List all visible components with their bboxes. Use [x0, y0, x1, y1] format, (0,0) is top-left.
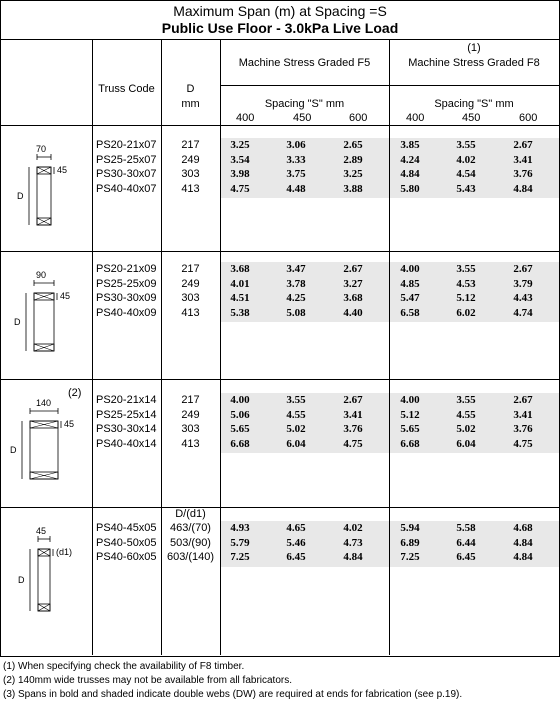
truss-code: PS25-25x07	[96, 154, 157, 166]
span-f5: 2.65	[343, 139, 363, 151]
span-f8: 2.67	[513, 394, 533, 406]
span-f5: 3.47	[286, 263, 306, 275]
depth-value: 603/(140)	[166, 551, 215, 563]
span-f8: 5.65	[400, 423, 420, 435]
span-f8: 4.74	[513, 307, 533, 319]
depth-value: 303	[181, 168, 200, 180]
span-f8: 6.68	[400, 438, 420, 450]
spacing-600-f5: 600	[349, 112, 368, 124]
span-f5: 4.02	[343, 522, 363, 534]
span-f8: 3.55	[456, 139, 476, 151]
f5-header: Machine Stress Graded F5	[238, 57, 371, 69]
span-f5: 2.67	[343, 394, 363, 406]
span-f5: 6.68	[230, 438, 250, 450]
span-f8: 6.89	[400, 537, 420, 549]
span-f5: 4.40	[343, 307, 363, 319]
span-f5: 3.68	[343, 292, 363, 304]
truss-code: PS20-21x14	[96, 394, 157, 406]
span-f8: 3.79	[513, 278, 533, 290]
span-f5: 3.75	[286, 168, 306, 180]
d-d1-header: D/(d1)	[175, 507, 206, 520]
truss-code: PS30-30x09	[96, 292, 157, 304]
span-f5: 3.88	[343, 183, 363, 195]
span-f5: 2.89	[343, 154, 363, 166]
span-f8: 4.00	[400, 394, 420, 406]
span-f8: 2.67	[513, 263, 533, 275]
span-f8: 4.43	[513, 292, 533, 304]
span-f8: 5.80	[400, 183, 420, 195]
f8-note-marker: (1)	[467, 42, 481, 54]
spacing-400-f8: 400	[406, 112, 425, 124]
span-f5: 4.93	[230, 522, 250, 534]
depth-value: 413	[181, 438, 200, 450]
depth-value: 303	[181, 292, 200, 304]
column-rule	[92, 39, 93, 655]
section-top-label: (d1)	[56, 547, 73, 557]
truss-code: PS25-25x09	[96, 278, 157, 290]
span-f8: 5.12	[456, 292, 476, 304]
spacing-400-f5: 400	[236, 112, 255, 124]
span-f5: 3.55	[286, 394, 306, 406]
section-note: (2)	[68, 387, 82, 399]
span-f5: 4.65	[286, 522, 306, 534]
spacing-600-f8: 600	[519, 112, 538, 124]
span-f5: 3.33	[286, 154, 306, 166]
span-f5: 3.25	[343, 168, 363, 180]
truss-code: PS40-60x05	[96, 551, 157, 563]
span-f5: 3.78	[286, 278, 306, 290]
span-f5: 3.25	[230, 139, 250, 151]
truss-code: PS40-40x14	[96, 438, 157, 450]
truss-code: PS40-40x09	[96, 307, 157, 319]
span-f8: 4.84	[513, 183, 533, 195]
span-f8: 6.45	[456, 551, 476, 563]
span-f8: 3.85	[400, 139, 420, 151]
footnote-1: (1) When specifying check the availability of F8 timber.	[3, 661, 245, 672]
span-f8: 6.02	[456, 307, 476, 319]
span-f5: 5.06	[230, 409, 250, 421]
section-width-label: 90	[36, 270, 47, 280]
section-width-label: 140	[36, 398, 52, 408]
mm-header: mm	[181, 98, 200, 110]
span-f5: 4.01	[230, 278, 250, 290]
group-rule	[0, 251, 560, 252]
span-f8: 3.76	[513, 168, 533, 180]
section-depth-label: D	[17, 191, 24, 201]
span-f5: 5.08	[286, 307, 306, 319]
section-top-label: 45	[60, 291, 71, 301]
span-f5: 3.41	[343, 409, 363, 421]
truss-code: PS30-30x07	[96, 168, 157, 180]
footnote-3: (3) Spans in bold and shaded indicate double webs (DW) are required at ends for fabrication (see p.19).	[3, 689, 463, 700]
span-f5: 5.65	[230, 423, 250, 435]
span-f5: 4.73	[343, 537, 363, 549]
f5-spacing-header: Spacing "S" mm	[264, 98, 345, 110]
span-f8: 3.41	[513, 154, 533, 166]
truss-code: PS40-50x05	[96, 537, 157, 549]
section-top-label: 45	[57, 165, 68, 175]
span-f8: 3.55	[456, 394, 476, 406]
group-rule	[0, 379, 560, 380]
span-f8: 2.67	[513, 139, 533, 151]
section-depth-label: D	[14, 317, 21, 327]
span-f5: 7.25	[230, 551, 250, 563]
span-f5: 4.00	[230, 394, 250, 406]
depth-value: 217	[181, 263, 200, 275]
truss-code: PS40-45x05	[96, 522, 157, 534]
truss-code: PS40-40x07	[96, 183, 157, 195]
span-f8: 5.58	[456, 522, 476, 534]
header-bottom-rule	[0, 125, 560, 126]
depth-value: 217	[181, 139, 200, 151]
d-header: D	[186, 83, 195, 95]
section-depth-label: D	[10, 445, 17, 455]
depth-value: 463/(70)	[170, 522, 211, 534]
span-f5: 5.79	[230, 537, 250, 549]
span-f5: 3.06	[286, 139, 306, 151]
span-f8: 3.55	[456, 263, 476, 275]
span-f8: 4.75	[513, 438, 533, 450]
span-f5: 3.98	[230, 168, 250, 180]
truss-code: PS25-25x14	[96, 409, 157, 421]
spacing-450-f8: 450	[462, 112, 481, 124]
span-f8: 4.68	[513, 522, 533, 534]
span-f8: 5.12	[400, 409, 420, 421]
section-depth-label: D	[18, 575, 25, 585]
span-f5: 5.46	[286, 537, 306, 549]
span-f5: 4.48	[286, 183, 306, 195]
span-f5: 5.38	[230, 307, 250, 319]
truss-code: PS30-30x14	[96, 423, 157, 435]
span-f5: 3.54	[230, 154, 250, 166]
truss-code: PS20-21x07	[96, 139, 157, 151]
span-f5: 4.55	[286, 409, 306, 421]
header-rule	[0, 39, 560, 40]
section-width-label: 45	[36, 526, 47, 536]
span-f8: 4.84	[400, 168, 420, 180]
f8-spacing-header: Spacing "S" mm	[434, 98, 514, 110]
span-f8: 4.84	[513, 537, 533, 549]
span-f5: 4.84	[343, 551, 363, 563]
span-f8: 4.00	[400, 263, 420, 275]
span-f5: 4.51	[230, 292, 250, 304]
span-f5: 3.76	[343, 423, 363, 435]
truss-code-header: Truss Code	[98, 83, 155, 95]
section-width-label: 70	[36, 144, 47, 154]
footnote-2: (2) 140mm wide trusses may not be available from all fabricators.	[3, 675, 293, 686]
span-f8: 4.54	[456, 168, 476, 180]
span-f8: 4.24	[400, 154, 420, 166]
span-f5: 4.75	[343, 438, 363, 450]
span-f8: 5.47	[400, 292, 420, 304]
depth-value: 303	[181, 423, 200, 435]
table-subtitle: Public Use Floor - 3.0kPa Live Load	[161, 20, 399, 36]
span-f8: 6.44	[456, 537, 476, 549]
span-f5: 4.75	[230, 183, 250, 195]
span-f5: 6.45	[286, 551, 306, 563]
depth-value: 249	[181, 278, 200, 290]
depth-value: 503/(90)	[170, 537, 211, 549]
span-f8: 5.94	[400, 522, 420, 534]
span-f8: 3.41	[513, 409, 533, 421]
f8-header: Machine Stress Graded F8	[408, 57, 540, 69]
span-f5: 3.68	[230, 263, 250, 275]
span-f8: 7.25	[400, 551, 420, 563]
span-f8: 6.58	[400, 307, 420, 319]
span-f8: 4.02	[456, 154, 476, 166]
depth-value: 249	[181, 409, 200, 421]
span-f5: 3.27	[343, 278, 363, 290]
span-f8: 4.85	[400, 278, 420, 290]
spacing-450-f5: 450	[293, 112, 312, 124]
truss-code: PS20-21x09	[96, 263, 157, 275]
span-f8: 4.53	[456, 278, 476, 290]
truss-section-diagram	[0, 0, 92, 1]
group-rule	[0, 507, 560, 508]
span-f8: 4.84	[513, 551, 533, 563]
span-f5: 6.04	[286, 438, 306, 450]
span-f5: 4.25	[286, 292, 306, 304]
depth-value: 217	[181, 394, 200, 406]
span-f8: 5.02	[456, 423, 476, 435]
span-f8: 3.76	[513, 423, 533, 435]
table-title: Maximum Span (m) at Spacing =S	[173, 3, 387, 19]
span-f8: 6.04	[456, 438, 476, 450]
depth-value: 249	[181, 154, 200, 166]
span-f8: 4.55	[456, 409, 476, 421]
span-f8: 5.43	[456, 183, 476, 195]
depth-value: 413	[181, 183, 200, 195]
span-f5: 2.67	[343, 263, 363, 275]
section-top-label: 45	[64, 419, 75, 429]
depth-value: 413	[181, 307, 200, 319]
span-f5: 5.02	[286, 423, 306, 435]
